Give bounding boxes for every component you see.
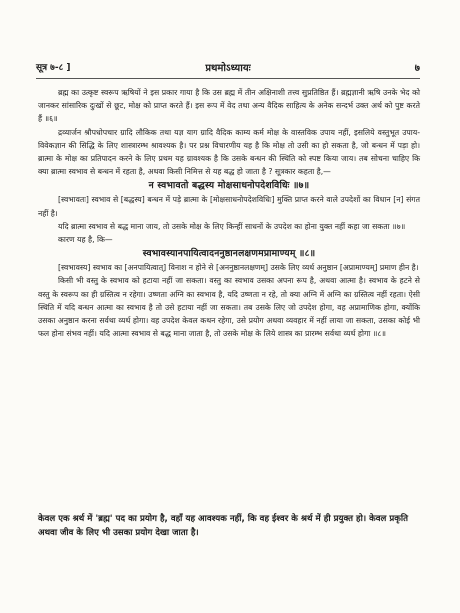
running-header [36,60,420,76]
paragraph: द्रव्यार्जन श्रौपधोपचार ग्रादि लौकिक तथा यज्ञ याग ग्रादि वैदिक काम्य कर्म मोक्ष के वास्तविक उपाय नहीं, इसलिये वस्तुभूत उपाय-विवेकज्ञान की सिद्धि के लिए शास्त्रारम्भ श्रावश्यक है। पर प्रश्न विचारणीय यह है कि मोक्ष तो उसी का हो सकता है, जो बन्धन में पड़ा हो। ब्रात्मा के मोक्ष का प्रतिपादन करने के लिए प्रथम यह ग्रावश्यक है कि उसके बन्धन की स्थिति को स्पष्ट किया जाय। तब सोचना चाहिए कि क्या ब्रात्मा स्वभाव से बन्धन में रहता है, अथवा किसी निमित्त से यह बद्ध हो जाता है ? सूत्रकार कहता है,— [38,127,420,177]
chapter-title: प्रथमोऽध्यायः [205,63,251,74]
footnote [38,512,408,540]
footnote-text: केवल एक श्रर्थ में 'ब्रह्म' पद का प्रयोग है, वहाँ यह आवश्यक नहीं, कि वह ईश्वर के श्रर्थ में ही प्रयुक्त हो। केवल प्रकृति अथवा जीव के लिए भी उसका प्रयोग देखा जाता है। [38,514,408,538]
sutra-7: न स्वभावतो बद्धस्य मोक्षसाधनोपदेशविधिः ॥७॥ [148,180,310,192]
sutra-7-commentary [38,193,420,246]
paragraph: ब्रह्म का उत्कृष्ट स्वरूप ऋषियों ने इस प्रकार गाया है कि उस ब्रह्म में तीन अक्षिनाशी तत्त्व सुप्रतिष्ठित हैं। ब्रह्मज्ञानी ऋषि उनके भेद को जानकर सांसारिक दुःखों से छूट, मोक्ष को प्राप्त करते हैं। इस रूप में वेद तथा अन्य वैदिक साहित्य के अनेक सन्दर्भ उक्त अर्थ को पुष्ट करते हैं ॥६॥ [38,88,420,124]
sutra-8-commentary [38,261,420,340]
sutra-range: सूत्र ७-८ ] [36,63,71,73]
intro-paragraphs [38,86,420,178]
paragraph: [स्वभावस्य] स्वभाव का [अनपायित्वात्] विनाश न होने से [अननुष्ठानलक्षणम्] उसके लिए व्यर्थ अनुष्ठान [अप्रामाण्यम्] प्रमाण हीन है। [58,263,419,273]
paragraph: कारण यह है, कि— [58,235,113,245]
page-number: ७ [414,63,420,74]
paragraph: यदि ब्रात्मा स्वभाव से बद्ध माना जाय, तो उसके मोक्ष के लिए किन्हीं साधनों के उपदेश का होना युक्त नहीं कहा जा सकता ॥७॥ [58,221,406,231]
sutra-8: स्वभावस्यानपायित्वादननुष्ठानलक्षणमप्रामाण्यम् ॥८॥ [142,248,316,260]
header-rule [36,78,420,79]
paragraph: किसी भी वस्तु के स्वभाव को हटाया नहीं जा सकता। वस्तु का स्वभाव उसका अपना रूप है, अथवा आत्मा है। स्वभाव के हटने से वस्तु के स्वरूप का ही ग्रस्तित्व न रहेगा। उष्णता अग्नि का स्वभाव है, यदि उष्णता न रहे, तो क्या अग्नि में अग्नि का ग्रस्तित्व नहीं रहता। ऐसी स्थिति में यदि बन्धन आत्मा का स्वभाव है तो उसे हटाया नहीं जा सकता। तब उसके लिए जो उपदेश होगा, वह अप्रामाणिक होगा, क्योंकि उसका अनुष्ठान करना सर्वथा व्यर्थ होगा। वह उपदेश केवल कथन रहेगा, उसे प्रयोग अथवा व्यवहार में नहीं लाया जा सकता, उसका कोई भी फल होना संभव नहीं। यदि आत्मा स्वभाव से बद्ध माना जाता है, तो उसके मोक्ष के लिये शास्त्र का प्रारम्भ सर्वथा व्यर्थ होगा ॥८॥ [38,276,420,339]
page-body [38,86,420,340]
paragraph: [स्वभावतः] स्वभाव से [बद्धस्य] बन्धन में पड़े ब्रात्मा के [मोक्षसाधनोपदेशविधिः] मुक्ति प्राप्त करने वाले उपदेशों का विधान [न] संगत नहीं है। [38,195,420,218]
